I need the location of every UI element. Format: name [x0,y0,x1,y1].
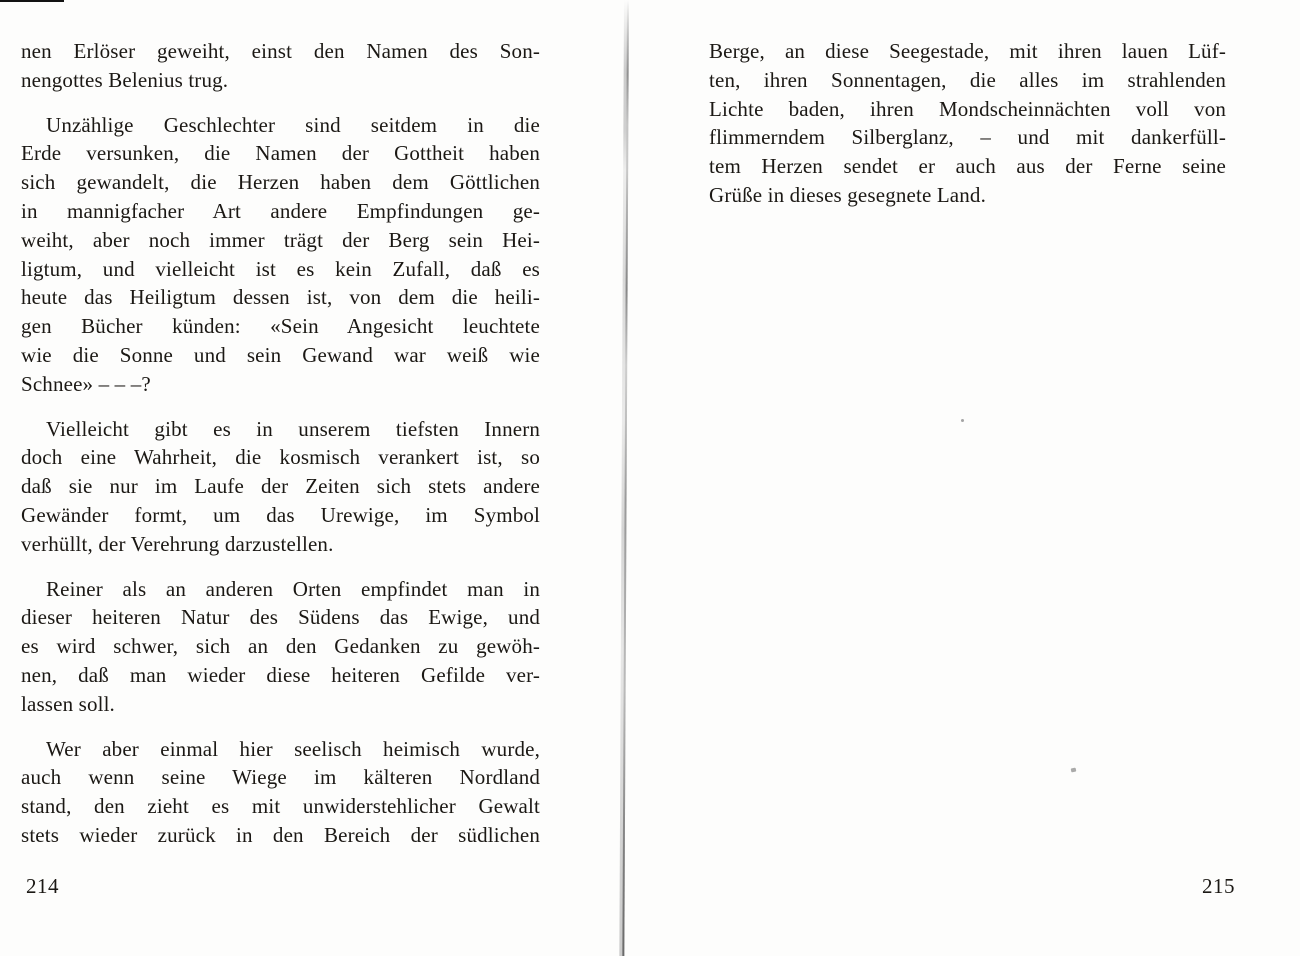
text-line: ligtum, und vielleicht ist es kein Zufall, daß es [21,256,540,281]
text-line: Berge, an diese Seegestade, mit ihren lauen Lüf- [709,39,1226,63]
text-line: Gewänder formt, um das Urewige, im Symbol [21,502,540,527]
page-left-text-block [21,37,540,850]
text-line: Schnee» – – –? [21,371,151,396]
text-line: nen Erlöser geweiht, einst den Namen des Son- [21,39,540,63]
dust-speck [961,419,964,422]
paragraph [21,575,540,719]
paragraph [21,37,540,95]
text-line: flimmerndem Silberglanz, – und mit dankerfüll- [709,125,1226,150]
text-line: Reiner als an anderen Orten empfindet man in [46,576,540,601]
text-line: daß sie nur im Laufe der Zeiten sich stets andere [21,474,540,499]
text-line: nen, daß man wieder diese heiteren Gefilde ver- [21,662,540,687]
text-line: sich gewandelt, die Herzen haben dem Göttlichen [21,170,540,195]
text-line: nengottes Belenius trug. [21,67,229,92]
text-line: Wer aber einmal hier seelisch heimisch wurde, [46,736,540,761]
text-line: weiht, aber noch immer trägt der Berg sein Hei- [21,227,540,252]
paragraph [21,111,540,399]
text-line: verhüllt, der Verehrung darzustellen. [21,531,334,556]
text-line: Vielleicht gibt es in unserem tiefsten Innern [46,416,540,441]
text-line: Grüße in dieses gesegnete Land. [709,182,986,207]
text-line: stets wieder zurück in den Bereich der südlichen [21,822,540,847]
scan-edge-artifact [0,0,64,2]
text-line: Erde versunken, die Namen der Gottheit haben [21,141,540,166]
paragraph [709,37,1226,210]
text-line: Unzählige Geschlechter sind seitdem in die [46,112,540,137]
text-line: stand, den zieht es mit unwiderstehlicher Gewalt [21,794,540,819]
page-right-text-block [709,37,1226,210]
page-number-left: 214 [26,874,59,898]
text-line: tem Herzen sendet er auch aus der Ferne seine [709,154,1226,179]
text-line: dieser heiteren Natur des Südens das Ewige, und [21,605,540,630]
page-number-right: 215 [1202,874,1235,898]
text-line: in mannigfacher Art andere Empfindungen ge- [21,198,540,223]
text-line: ten, ihren Sonnentagen, die alles im strahlenden [709,67,1226,92]
text-line: auch wenn seine Wiege im kälteren Nordland [21,765,540,790]
paragraph [21,735,540,850]
dust-speck [1071,768,1077,773]
text-line: wie die Sonne und sein Gewand war weiß wie [21,342,540,367]
text-line: lassen soll. [21,691,115,716]
text-line: doch eine Wahrheit, die kosmisch verankert ist, so [21,445,540,470]
text-line: gen Bücher künden: «Sein Angesicht leuchtete [21,314,540,339]
paragraph [21,415,540,559]
text-line: Lichte baden, ihren Mondscheinnächten voll von [709,96,1226,121]
text-line: heute das Heiligtum dessen ist, von dem die heili- [21,285,540,310]
text-line: es wird schwer, sich an den Gedanken zu gewöh- [21,634,540,659]
